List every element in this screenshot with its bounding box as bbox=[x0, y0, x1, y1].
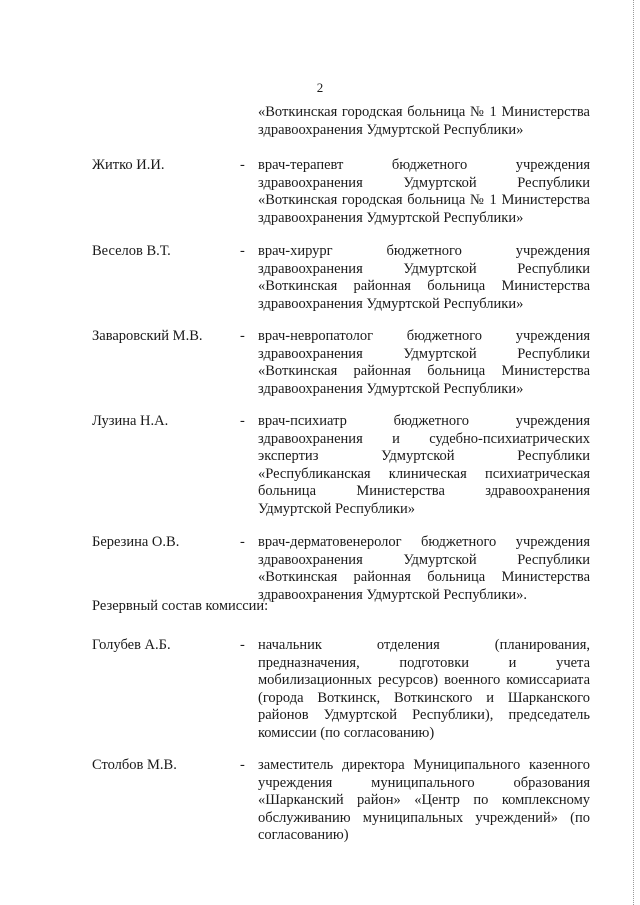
position-line: «Шарканский район» «Центр по комплексному bbox=[258, 792, 590, 808]
position-line: «Воткинская районная больница Министерства bbox=[258, 569, 590, 585]
position-line: учреждения муниципального образования bbox=[258, 774, 590, 791]
member-dash: - bbox=[240, 157, 245, 173]
position-line: (города Воткинск, Воткинского и Шарканского bbox=[258, 689, 590, 706]
position-line: здравоохранения и судебно-психиатрических bbox=[258, 430, 590, 447]
position-line: здравоохранения Удмуртской Республики» bbox=[258, 295, 524, 312]
member-position bbox=[258, 328, 590, 398]
position-line: заместитель директора Муниципального казенного bbox=[258, 757, 590, 773]
position-line: районов Удмуртской Республики), председатель bbox=[258, 707, 590, 723]
member-name: Житко И.И. bbox=[92, 157, 165, 173]
position-line: «Воткинская районная больница Министерства bbox=[258, 278, 590, 294]
position-line: комиссии (по согласованию) bbox=[258, 724, 435, 741]
member-position bbox=[258, 243, 590, 313]
position-line: врач-дерматовенеролог бюджетного учреждения bbox=[258, 534, 590, 550]
position-line: «Воткинская городская больница № 1 Министерства bbox=[258, 192, 590, 208]
member-name: Березина О.В. bbox=[92, 534, 180, 550]
member-name: Столбов М.В. bbox=[92, 757, 177, 773]
member-name: Заваровский М.В. bbox=[92, 328, 203, 344]
position-line: врач-терапевт бюджетного учреждения bbox=[258, 157, 590, 173]
position-line: обслуживанию муниципальных учреждений» (по bbox=[258, 809, 590, 826]
member-name: Лузина Н.А. bbox=[92, 413, 169, 429]
position-line: здравоохранения Удмуртской Республики» bbox=[258, 380, 524, 397]
position-line: начальник отделения (планирования, bbox=[258, 637, 590, 653]
member-position bbox=[258, 534, 590, 604]
position-line: экспертиз Удмуртской Республики bbox=[258, 448, 590, 464]
member-dash: - bbox=[240, 243, 245, 259]
position-line: врач-психиатр бюджетного учреждения bbox=[258, 413, 590, 429]
position-line: здравоохранения Удмуртской Республики» bbox=[258, 209, 524, 226]
position-line: здравоохранения Удмуртской Республики». bbox=[258, 586, 527, 603]
continued-line: «Воткинская городская больница № 1 Министерства bbox=[258, 104, 590, 120]
member-dash: - bbox=[240, 328, 245, 344]
member-dash: - bbox=[240, 534, 245, 550]
position-line: здравоохранения Удмуртской Республики bbox=[258, 345, 590, 362]
member-entry bbox=[92, 328, 590, 398]
member-entry bbox=[92, 157, 590, 227]
member-entry bbox=[92, 534, 590, 604]
position-line: здравоохранения Удмуртской Республики bbox=[258, 174, 590, 191]
position-line: предназначения, подготовки и учета bbox=[258, 654, 590, 671]
member-position bbox=[258, 637, 590, 742]
member-name: Веселов В.Т. bbox=[92, 243, 171, 259]
position-line: врач-хирург бюджетного учреждения bbox=[258, 243, 590, 259]
member-position bbox=[258, 413, 590, 518]
page-number: 2 bbox=[316, 80, 324, 95]
position-line: мобилизационных ресурсов) военного комиссариата bbox=[258, 672, 590, 688]
position-line: Удмуртской Республики» bbox=[258, 500, 415, 517]
continued-text bbox=[258, 104, 590, 139]
member-position bbox=[258, 757, 590, 845]
scan-edge-border bbox=[632, 0, 634, 905]
position-line: согласованию) bbox=[258, 827, 349, 843]
member-dash: - bbox=[240, 413, 245, 429]
member-position bbox=[258, 157, 590, 227]
member-entry bbox=[92, 243, 590, 313]
reserve-member-entry bbox=[92, 757, 590, 845]
member-dash: - bbox=[240, 757, 245, 773]
member-dash: - bbox=[240, 637, 245, 653]
member-name: Голубев А.Б. bbox=[92, 637, 171, 653]
position-line: больница Министерства здравоохранения bbox=[258, 483, 590, 499]
position-line: врач-невропатолог бюджетного учреждения bbox=[258, 328, 590, 344]
continued-line: здравоохранения Удмуртской Республики» bbox=[258, 121, 524, 138]
position-line: «Воткинская районная больница Министерства bbox=[258, 363, 590, 379]
position-line: «Республиканская клиническая психиатрическая bbox=[258, 465, 590, 482]
position-line: здравоохранения Удмуртской Республики bbox=[258, 260, 590, 277]
position-line: здравоохранения Удмуртской Республики bbox=[258, 551, 590, 568]
reserve-heading: Резервный состав комиссии: bbox=[92, 598, 269, 614]
reserve-member-entry bbox=[92, 637, 590, 742]
member-entry bbox=[92, 413, 590, 518]
